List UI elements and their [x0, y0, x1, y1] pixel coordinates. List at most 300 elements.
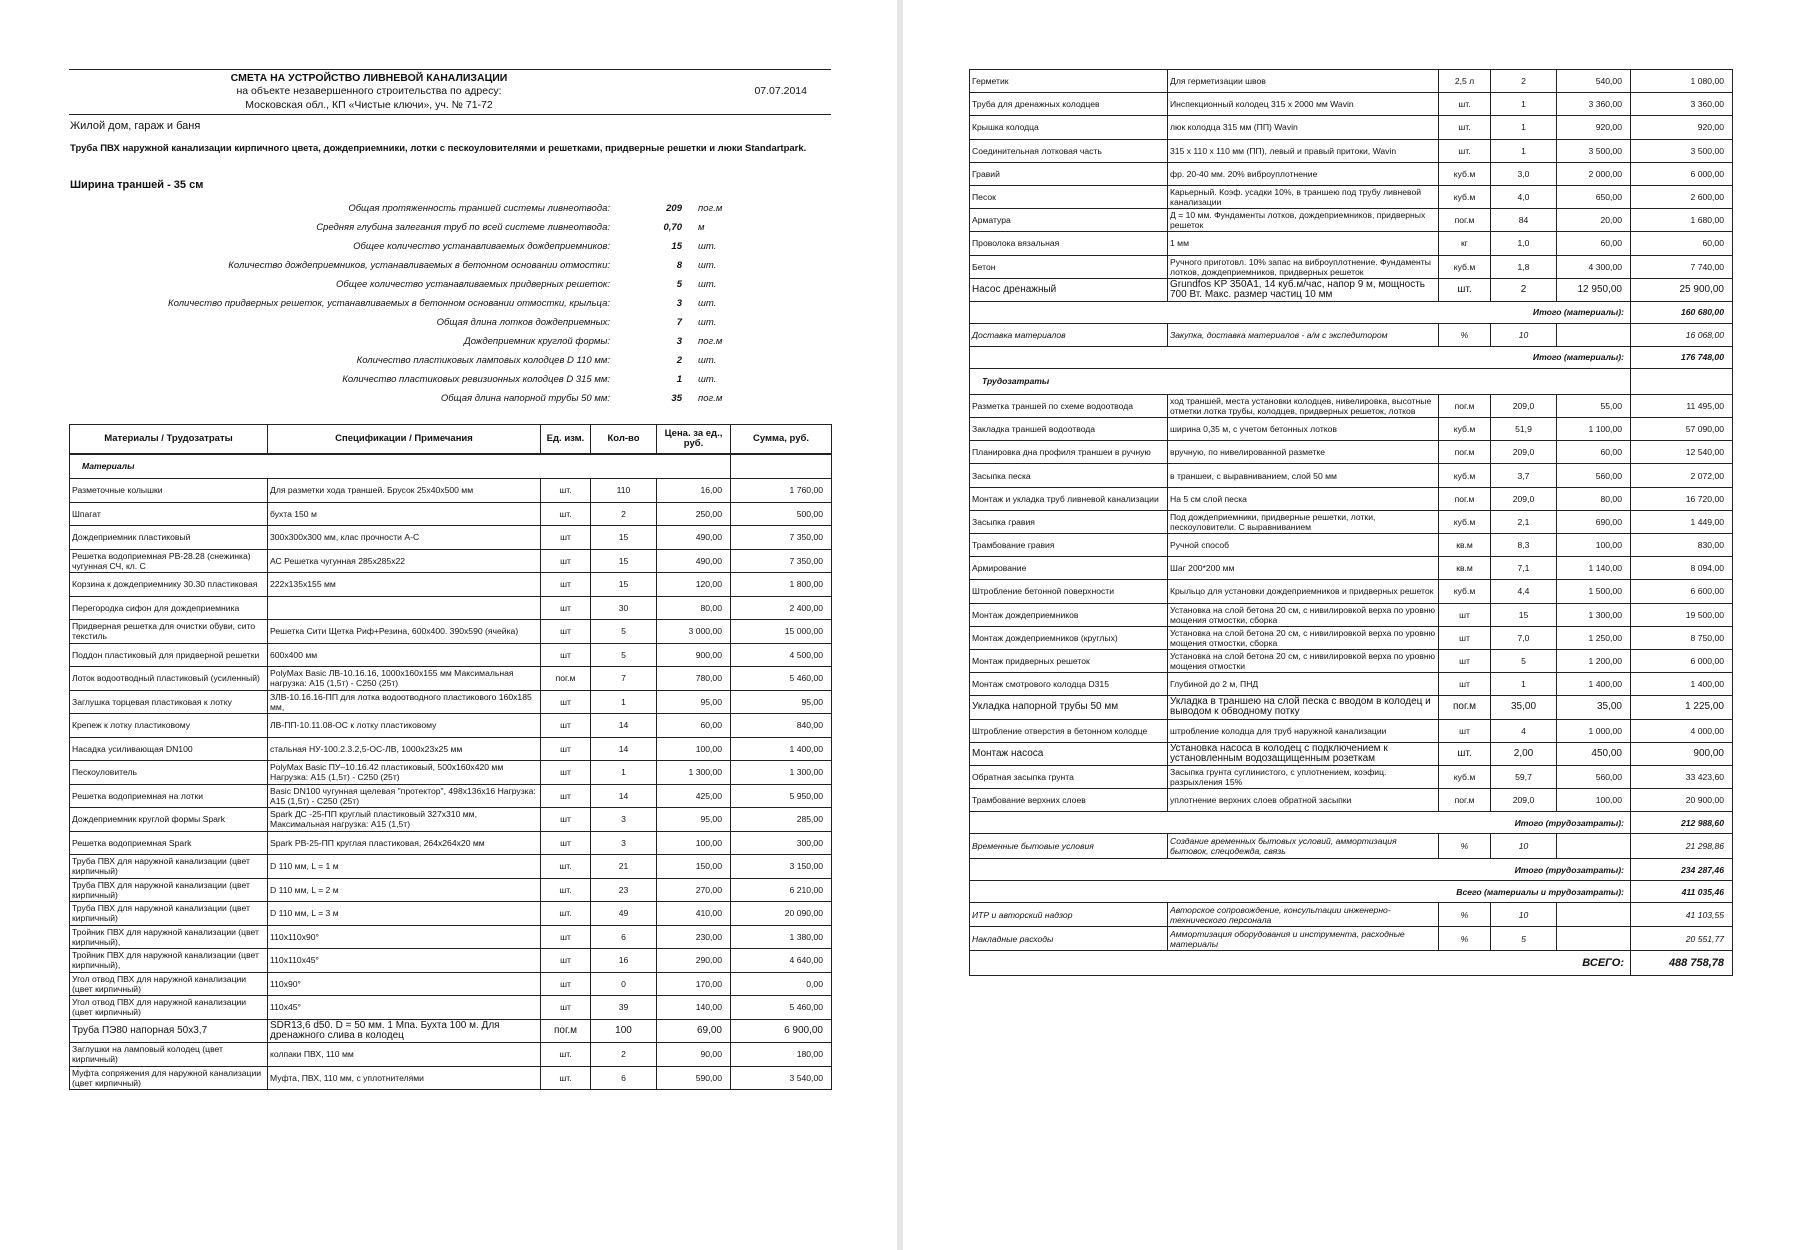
item-qty: 1,8 [1491, 255, 1557, 278]
table-row [970, 185, 1733, 208]
item-spec: 300х300х300 мм, клас прочности А-С [268, 526, 541, 550]
table-row [970, 742, 1733, 765]
item-unit: шт. [541, 855, 591, 879]
item-unit: пог.м [1439, 696, 1491, 719]
item-name: Заглушка торцевая пластиковая к лотку [70, 690, 268, 714]
item-price: 490,00 [657, 526, 731, 550]
item-unit: пог.м [541, 667, 591, 691]
item-name: Укладка напорной трубы 50 мм [970, 696, 1168, 719]
table-row [970, 510, 1733, 533]
item-unit: % [1439, 323, 1491, 346]
item-sum: 1 400,00 [731, 737, 832, 761]
item-spec: Grundfos KP 350A1, 14 куб.м/час, напор 9 м, мощность 700 Вт. Макс. размер частиц 10 мм [1168, 278, 1439, 301]
item-unit: шт [541, 925, 591, 949]
item-qty: 4 [1491, 719, 1557, 742]
item-name: Временные бытовые условия [970, 834, 1168, 859]
item-price: 230,00 [657, 925, 731, 949]
item-qty: 15 [1491, 603, 1557, 626]
item-spec: 600х400 мм [268, 643, 541, 667]
table-row [970, 255, 1733, 278]
parameter-value: 5 [676, 279, 682, 290]
table-row [970, 323, 1733, 346]
item-price: 410,00 [657, 902, 731, 926]
item-name: Монтаж смотрового колодца D315 [970, 673, 1168, 696]
item-name: Разметочные колышки [70, 479, 268, 503]
item-name: Засыпка песка [970, 464, 1168, 487]
table-row [970, 209, 1733, 232]
item-qty: 15 [591, 549, 657, 573]
item-name: Угол отвод ПВХ для наружной канализации (цвет кирпичный) [70, 996, 268, 1020]
parameter-label: Количество дождеприемников, устанавливаемых в бетонном основании отмостки: [228, 260, 610, 271]
header-specs: Спецификации / Примечания [268, 425, 541, 454]
item-price: 290,00 [657, 949, 731, 973]
item-price: 490,00 [657, 549, 731, 573]
table-row [70, 737, 832, 761]
item-spec: Установка на слой бетона 20 см, с нивилировкой верха по уровню мощения отмостки, сборка [1168, 626, 1439, 649]
item-qty: 1 [1491, 139, 1557, 162]
item-qty: 3 [591, 808, 657, 832]
section-title: Трудозатраты [970, 368, 1631, 394]
item-qty: 3,0 [1491, 162, 1557, 185]
parameter-unit: шт. [698, 279, 717, 290]
item-sum: 4 500,00 [731, 643, 832, 667]
item-qty: 15 [591, 526, 657, 550]
item-sum: 15 000,00 [731, 620, 832, 644]
item-price: 80,00 [657, 596, 731, 620]
item-sum: 20 090,00 [731, 902, 832, 926]
total-label: Итого (материалы): [970, 346, 1631, 368]
table-row [970, 394, 1733, 417]
item-price: 780,00 [657, 667, 731, 691]
item-name: Насадка усиливающая DN100 [70, 737, 268, 761]
item-spec: 110х90° [268, 972, 541, 996]
table-row [70, 526, 832, 550]
item-name: Поддон пластиковый для придверной решетки [70, 643, 268, 667]
item-name: Решетка водоприемная Spark [70, 831, 268, 855]
parameter-unit: шт. [698, 355, 717, 366]
item-sum: 3 500,00 [1631, 139, 1733, 162]
item-unit: пог.м [1439, 209, 1491, 232]
item-spec: ширина 0,35 м, с учетом бетонных лотков [1168, 418, 1439, 441]
empty-cell [1557, 903, 1631, 927]
estimate-table-continued [969, 69, 1733, 976]
total-row [970, 301, 1733, 323]
item-name: Крышка колодца [970, 116, 1168, 139]
parameter-row [70, 352, 790, 371]
item-name: Дождеприемник круглой формы Spark [70, 808, 268, 832]
parameter-unit: пог.м [698, 203, 723, 214]
item-name: Штробление бетонной поверхности [970, 580, 1168, 603]
item-name: Тройник ПВХ для наружной канализации (цвет кирпичный), [70, 949, 268, 973]
item-spec: Аммортизация оборудования и инструмента, расходные материалы [1168, 927, 1439, 951]
item-name: Трамбование верхних слоев [970, 789, 1168, 812]
parameter-unit: пог.м [698, 336, 723, 347]
item-spec: 315 х 110 х 110 мм (ПП), левый и правый притоки, Wavin [1168, 139, 1439, 162]
item-unit: куб.м [1439, 418, 1491, 441]
item-qty: 23 [591, 878, 657, 902]
table-row [970, 139, 1733, 162]
item-price: 560,00 [1557, 464, 1631, 487]
item-unit: шт [541, 808, 591, 832]
parameter-label: Средняя глубина залегания труб по всей системе ливнеотвода: [316, 222, 610, 233]
item-name: Монтаж и укладка труб ливневой канализации [970, 487, 1168, 510]
item-sum: 6 210,00 [731, 878, 832, 902]
parameter-value: 8 [676, 260, 682, 271]
item-unit: пог.м [1439, 394, 1491, 417]
item-name: Штробление отверстия в бетонном колодце [970, 719, 1168, 742]
item-unit: куб.м [1439, 162, 1491, 185]
table-header-row [70, 425, 832, 454]
parameter-label: Общая длина лотков дождеприемных: [436, 317, 610, 328]
item-unit: шт. [1439, 139, 1491, 162]
item-price: 1 140,00 [1557, 557, 1631, 580]
item-name: Разметка траншей по схеме водоотвода [970, 394, 1168, 417]
item-sum: 180,00 [731, 1043, 832, 1067]
item-qty: 8,3 [1491, 534, 1557, 557]
parameter-unit: шт. [698, 260, 717, 271]
item-qty: 7,1 [1491, 557, 1557, 580]
table-row [970, 580, 1733, 603]
item-sum: 7 350,00 [731, 549, 832, 573]
item-unit: пог.м [541, 1019, 591, 1043]
item-unit: шт [541, 714, 591, 738]
item-price: 100,00 [1557, 789, 1631, 812]
table-row [970, 487, 1733, 510]
item-sum: 2 072,00 [1631, 464, 1733, 487]
total-label: Итого (трудозатраты): [970, 859, 1631, 881]
item-sum: 1 400,00 [1631, 673, 1733, 696]
header-unit: Ед. изм. [541, 425, 591, 454]
total-sum: 160 680,00 [1631, 301, 1733, 323]
empty-cell [1557, 323, 1631, 346]
item-unit: шт [541, 690, 591, 714]
item-unit: шт [541, 549, 591, 573]
item-name: Труба ПЭ80 напорная 50х3,7 [70, 1019, 268, 1043]
item-spec: колпаки ПВХ, 110 мм [268, 1043, 541, 1067]
item-price: 95,00 [657, 690, 731, 714]
item-price: 16,00 [657, 479, 731, 503]
item-name: Арматура [970, 209, 1168, 232]
item-sum: 8 094,00 [1631, 557, 1733, 580]
item-sum: 95,00 [731, 690, 832, 714]
estimate-page-left [0, 0, 897, 1250]
parameter-unit: шт. [698, 317, 717, 328]
item-unit: кв.м [1439, 557, 1491, 580]
item-name: Труба ПВХ для наружной канализации (цвет кирпичный) [70, 878, 268, 902]
item-price: 120,00 [657, 573, 731, 597]
item-sum: 57 090,00 [1631, 418, 1733, 441]
item-qty: 1 [1491, 93, 1557, 116]
table-row [970, 649, 1733, 672]
parameter-row [70, 333, 790, 352]
table-row [970, 441, 1733, 464]
item-price: 1 300,00 [1557, 603, 1631, 626]
item-name: Песок [970, 185, 1168, 208]
item-sum: 5 950,00 [731, 784, 832, 808]
trench-width: Ширина траншей - 35 см [70, 179, 204, 191]
item-unit: шт. [541, 1066, 591, 1090]
item-name: Монтаж придверных решеток [970, 649, 1168, 672]
item-name: Армирование [970, 557, 1168, 580]
item-spec: ЗЛВ-10.16.16-ПП для лотка водоотводного пластикового 160х185 мм, [268, 690, 541, 714]
item-spec: PolyMax Basic ПУ–10.16.42 пластиковый, 500х160х420 мм Нагрузка: A15 (1,5т) - C250 (25т) [268, 761, 541, 785]
item-price: 2 000,00 [1557, 162, 1631, 185]
item-price: 35,00 [1557, 696, 1631, 719]
item-sum: 16 068,00 [1631, 323, 1733, 346]
total-sum: 488 758,78 [1631, 951, 1733, 976]
item-unit: шт. [541, 878, 591, 902]
item-spec: ЛВ-ПП-10.11.08-ОС к лотку пластиковому [268, 714, 541, 738]
table-row [70, 620, 832, 644]
table-row [70, 479, 832, 503]
item-price: 425,00 [657, 784, 731, 808]
item-spec: Spark ДС -25-ПП круглый пластиковый 327х310 мм, Максимальная нагрузка: A15 (1,5т) [268, 808, 541, 832]
item-qty: 5 [1491, 649, 1557, 672]
section-row-labor [970, 368, 1733, 394]
table-row [70, 573, 832, 597]
total-label: Всего (материалы и трудозатраты): [970, 881, 1631, 903]
parameter-label: Количество пластиковых ламповых колодцев D 110 мм: [356, 355, 610, 366]
table-row [70, 855, 832, 879]
empty-cell [1631, 368, 1733, 394]
table-row [70, 878, 832, 902]
table-row [70, 1043, 832, 1067]
item-unit: шт [1439, 719, 1491, 742]
total-row [970, 881, 1733, 903]
item-spec: люк колодца 315 мм (ПП) Wavin [1168, 116, 1439, 139]
table-row [970, 557, 1733, 580]
item-spec: Установка на слой бетона 20 см, с нивилировкой верха по уровню мощения отмостки, сборка [1168, 603, 1439, 626]
item-spec: SDR13,6 d50. D = 50 мм. 1 Мпа. Бухта 100 м. Для дренажного слива в колодец [268, 1019, 541, 1043]
table-row [970, 534, 1733, 557]
item-sum: 12 540,00 [1631, 441, 1733, 464]
item-name: Труба ПВХ для наружной канализации (цвет кирпичный) [70, 902, 268, 926]
item-price: 100,00 [657, 737, 731, 761]
item-unit: шт. [541, 502, 591, 526]
item-name: Гравий [970, 162, 1168, 185]
total-sum: 212 988,60 [1631, 812, 1733, 834]
item-qty: 0 [591, 972, 657, 996]
parameter-value: 35 [671, 393, 682, 404]
item-sum: 33 423,60 [1631, 765, 1733, 788]
parameter-row [70, 238, 790, 257]
table-row [70, 808, 832, 832]
parameter-row [70, 390, 790, 409]
item-qty: 5 [1491, 927, 1557, 951]
materials-table [69, 424, 832, 1090]
item-name: Труба ПВХ для наружной канализации (цвет кирпичный) [70, 855, 268, 879]
item-sum: 840,00 [731, 714, 832, 738]
table-row [970, 278, 1733, 301]
item-price: 1 250,00 [1557, 626, 1631, 649]
item-qty: 14 [591, 737, 657, 761]
item-qty: 39 [591, 996, 657, 1020]
header-price: Цена. за ед., руб. [657, 425, 731, 454]
item-price: 1 400,00 [1557, 673, 1631, 696]
parameter-row [70, 219, 790, 238]
item-name: Корзина к дождеприемнику 30.30 пластиковая [70, 573, 268, 597]
item-name: Монтаж дождеприемников [970, 603, 1168, 626]
item-spec: Закупка, доставка материалов - а/м с экспедитором [1168, 323, 1439, 346]
item-name: Решетка водоприемная на лотки [70, 784, 268, 808]
item-price: 3 500,00 [1557, 139, 1631, 162]
item-qty: 2 [591, 502, 657, 526]
object-description: Труба ПВХ наружной канализации кирпичного цвета, дождеприемники, лотки с пескоуловителями и решетками, придверные решетки и люки Standartpark. [70, 143, 807, 154]
parameter-value: 0,70 [663, 222, 682, 233]
item-name: Обратная засыпка грунта [970, 765, 1168, 788]
parameter-row [70, 276, 790, 295]
item-price: 80,00 [1557, 487, 1631, 510]
item-price: 4 300,00 [1557, 255, 1631, 278]
estimate-address: Московская обл., КП «Чистые ключи», уч. № 71-72 [245, 99, 493, 111]
table-row [70, 1019, 832, 1043]
item-name: Перегородка сифон для дождеприемника [70, 596, 268, 620]
item-qty: 7 [591, 667, 657, 691]
item-qty: 5 [591, 643, 657, 667]
item-unit: пог.м [1439, 789, 1491, 812]
item-unit: шт [541, 949, 591, 973]
item-price: 270,00 [657, 878, 731, 902]
table-row [70, 949, 832, 973]
item-sum: 2 400,00 [731, 596, 832, 620]
parameter-unit: пог.м [698, 393, 723, 404]
item-spec: Шаг 200*200 мм [1168, 557, 1439, 580]
item-price: 1 100,00 [1557, 418, 1631, 441]
item-price: 140,00 [657, 996, 731, 1020]
item-sum: 20 900,00 [1631, 789, 1733, 812]
table-row [970, 789, 1733, 812]
parameter-unit: шт. [698, 241, 717, 252]
item-qty: 1 [1491, 673, 1557, 696]
item-price: 150,00 [657, 855, 731, 879]
table-row [70, 714, 832, 738]
item-sum: 4 640,00 [731, 949, 832, 973]
table-row [970, 418, 1733, 441]
item-unit: 2,5 л [1439, 70, 1491, 93]
item-spec: 110х45° [268, 996, 541, 1020]
item-qty: 84 [1491, 209, 1557, 232]
parameter-value: 3 [676, 298, 682, 309]
item-qty: 35,00 [1491, 696, 1557, 719]
item-sum: 6 600,00 [1631, 580, 1733, 603]
item-sum: 5 460,00 [731, 667, 832, 691]
item-spec: штробление колодца для труб наружной канализации [1168, 719, 1439, 742]
item-spec: 110х110х45° [268, 949, 541, 973]
item-qty: 209,0 [1491, 789, 1557, 812]
item-unit: шт. [1439, 278, 1491, 301]
item-spec: На 5 см слой песка [1168, 487, 1439, 510]
item-sum: 1 080,00 [1631, 70, 1733, 93]
item-name: Монтаж дождеприемников (круглых) [970, 626, 1168, 649]
item-price: 55,00 [1557, 394, 1631, 417]
item-spec: Д = 10 мм. Фундаменты лотков, дождеприемников, придверных решеток [1168, 209, 1439, 232]
item-spec: бухта 150 м [268, 502, 541, 526]
item-unit: шт [541, 972, 591, 996]
item-unit: шт [1439, 626, 1491, 649]
item-sum: 7 350,00 [731, 526, 832, 550]
item-sum: 1 300,00 [731, 761, 832, 785]
section-title: Материалы [70, 454, 731, 479]
table-row [970, 232, 1733, 255]
item-unit: кг [1439, 232, 1491, 255]
table-row [70, 925, 832, 949]
item-qty: 2 [591, 1043, 657, 1067]
item-unit: шт [541, 737, 591, 761]
total-label: ВСЕГО: [970, 951, 1631, 976]
item-name: Герметик [970, 70, 1168, 93]
item-qty: 51,9 [1491, 418, 1557, 441]
parameter-label: Количество пластиковых ревизионных колодцев D 315 мм: [342, 374, 610, 385]
item-unit: шт [1439, 673, 1491, 696]
item-sum: 0,00 [731, 972, 832, 996]
item-name: Доставка материалов [970, 323, 1168, 346]
item-unit: кв.м [1439, 534, 1491, 557]
item-unit: шт [541, 784, 591, 808]
item-spec: D 110 мм, L = 3 м [268, 902, 541, 926]
parameter-label: Общее количество устанавливаемых придверных решеток: [336, 279, 610, 290]
item-unit: пог.м [1439, 441, 1491, 464]
total-row [970, 346, 1733, 368]
item-sum: 6 900,00 [731, 1019, 832, 1043]
item-qty: 6 [591, 1066, 657, 1090]
item-qty: 10 [1491, 323, 1557, 346]
item-spec: Spark РВ-25-ПП круглая пластиковая, 264х264х20 мм [268, 831, 541, 855]
parameter-row [70, 200, 790, 219]
item-spec: PolyMax Basic ЛВ-10.16.16, 1000х160х155 мм Максимальная нагрузка: A15 (1,5т) - C250 (25т) [268, 667, 541, 691]
item-sum: 41 103,55 [1631, 903, 1733, 927]
item-sum: 3 360,00 [1631, 93, 1733, 116]
item-qty: 209,0 [1491, 487, 1557, 510]
item-price: 1 500,00 [1557, 580, 1631, 603]
item-name: Насос дренажный [970, 278, 1168, 301]
item-price: 60,00 [1557, 441, 1631, 464]
item-qty: 2 [1491, 70, 1557, 93]
estimate-header [69, 69, 831, 115]
total-sum: 234 287,46 [1631, 859, 1733, 881]
item-spec: Для разметки хода траншей. Брусок 25х40х500 мм [268, 479, 541, 503]
item-spec: 222х135х155 мм [268, 573, 541, 597]
item-unit: шт [541, 761, 591, 785]
item-sum: 4 000,00 [1631, 719, 1733, 742]
item-qty: 4,4 [1491, 580, 1557, 603]
item-name: Лоток водоотводный пластиковый (усиленный) [70, 667, 268, 691]
table-row [70, 761, 832, 785]
item-price: 20,00 [1557, 209, 1631, 232]
item-unit: шт [541, 996, 591, 1020]
item-sum: 6 000,00 [1631, 162, 1733, 185]
table-row [70, 667, 832, 691]
item-qty: 10 [1491, 903, 1557, 927]
item-price: 1 300,00 [657, 761, 731, 785]
item-unit: куб.м [1439, 580, 1491, 603]
item-qty: 209,0 [1491, 394, 1557, 417]
parameter-label: Общее количество устанавливаемых дождеприемников: [353, 241, 610, 252]
table-row [970, 834, 1733, 859]
item-sum: 2 600,00 [1631, 185, 1733, 208]
item-price: 3 000,00 [657, 620, 731, 644]
table-row [970, 603, 1733, 626]
table-row [70, 784, 832, 808]
item-sum: 1 449,00 [1631, 510, 1733, 533]
item-unit: шт [541, 596, 591, 620]
header-sum: Сумма, руб. [731, 425, 832, 454]
item-name: Решетка водоприемная РВ-28.28 (снежинка) чугунная СЧ, кл. С [70, 549, 268, 573]
item-qty: 110 [591, 479, 657, 503]
table-row [70, 690, 832, 714]
item-name: Придверная решетка для очистки обуви, сито текстиль [70, 620, 268, 644]
item-sum: 6 000,00 [1631, 649, 1733, 672]
item-unit: шт. [541, 902, 591, 926]
